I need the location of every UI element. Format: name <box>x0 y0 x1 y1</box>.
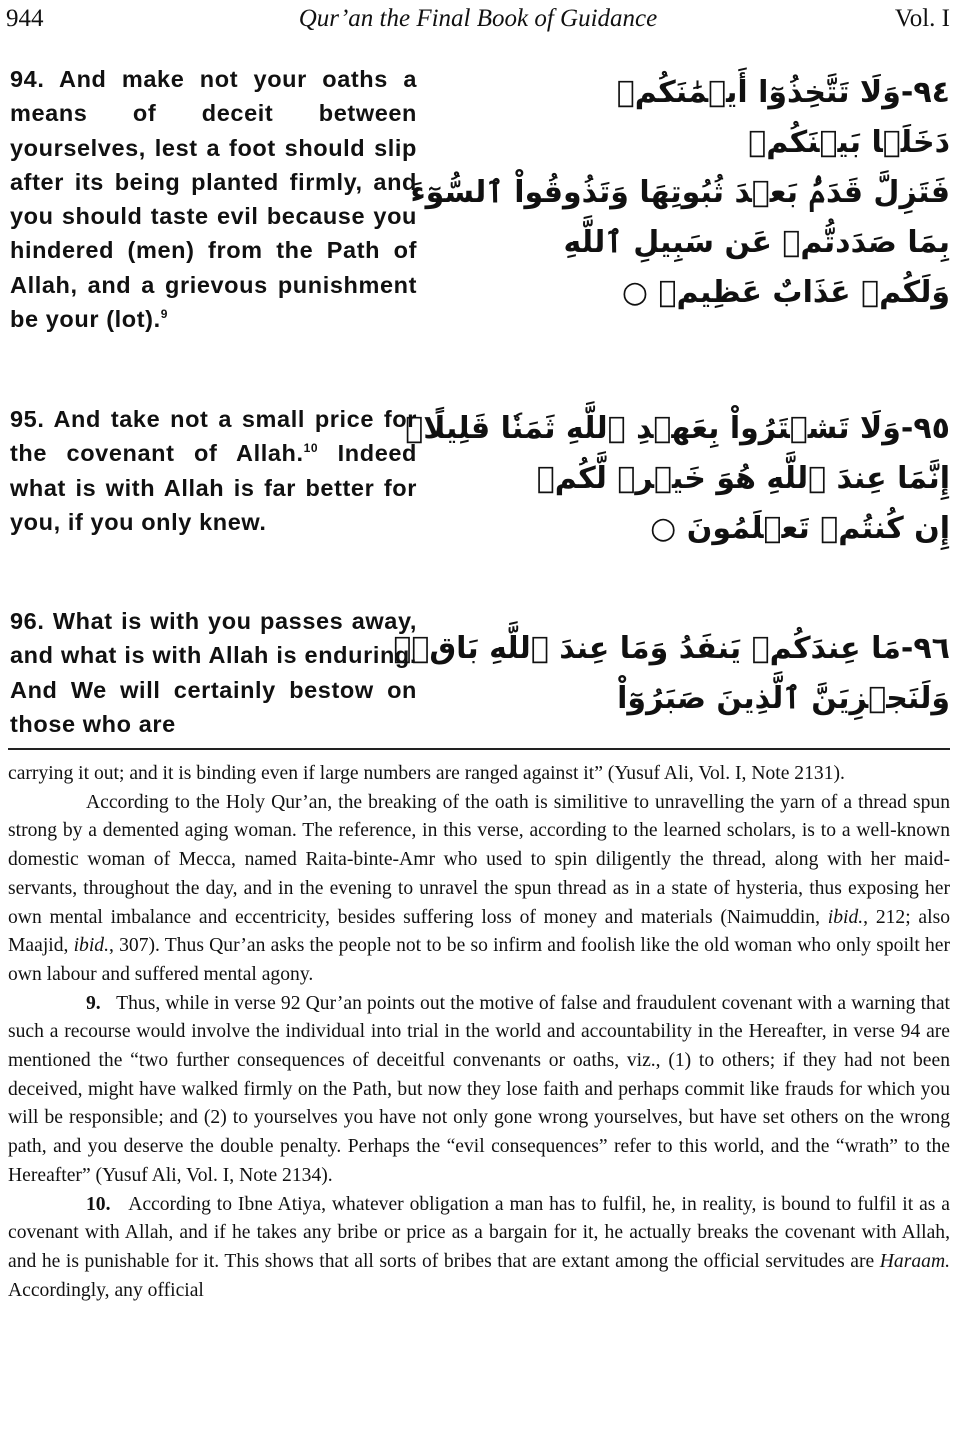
footnote-9-number: 9. <box>86 992 101 1014</box>
verse-94-arabic <box>410 68 950 318</box>
arabic-line: ٩٦-مَا عِندَكُمۡ يَنفَدُ وَمَا عِندَ ٱللَّهِ بَاقٖۗ <box>393 631 950 666</box>
verse-94-text: 94. And make not your oaths a means of deceit between yourselves, lest a foot should slip after its being planted firmly, and you should taste evil because you hindered (men) from the Path of Allah, and a grievous punishment be your (lot). <box>10 66 417 333</box>
arabic-line: وَلَكُمۡ عَذَابٌ عَظِيمٞ ○ <box>621 275 950 310</box>
verse-95-arabic <box>405 404 950 554</box>
note-continuation: carrying it out; and it is binding even if large numbers are ranged against it” (Yusuf Ali, Vol. I, Note 2131). <box>8 763 845 784</box>
verse-94-english <box>10 62 417 336</box>
arabic-line: وَلَنَجۡزِيَنَّ ٱلَّذِينَ صَبَرُوٓاْ <box>617 681 950 716</box>
arabic-line: ٩٥-وَلَا تَشۡتَرُواْ بِعَهۡدِ ٱللَّهِ ثَمَنٗا قَلِيلًاۚ <box>405 411 950 446</box>
arabic-line: إِنَّمَا عِندَ ٱللَّهِ هُوَ خَيۡرٞ لَّكُمۡ <box>536 461 950 496</box>
footnote-10: 10. According to Ibne Atiya, whatever obligation a man has to fulfil, he, in reality, is bound to fulfil it as a covenant with Allah, and if he takes any bribe or price as a bargain for it, he actually breaks the covenant with Allah, and he is punishable for it. This shows that all sorts of bribes that are extant among the official servitudes are Haraam. Accordingly, any official <box>8 1193 950 1301</box>
verse-95-english: 95. And take not a small price for the covenant of Allah.$^{10}$ Indeed what is with Allah is far better for you, if you only knew. <box>10 406 418 535</box>
page-number: 944 <box>6 5 44 32</box>
arabic-line: إِن كُنتُمۡ تَعۡلَمُونَ ○ <box>650 511 950 546</box>
verse-96-english <box>10 604 417 741</box>
verse-96-text: 96. What is with you passes away, and what is with Allah is enduring. And We will certainly bestow on those who are <box>10 608 417 737</box>
footnote-ref-9[interactable]: 9 <box>160 307 168 322</box>
verse-95-text: 95. And take not a small price for the covenant of Allah. <box>10 406 417 467</box>
verse-96-arabic <box>393 624 950 724</box>
book-title: Qur’an the Final Book of Guidance <box>298 5 658 32</box>
note-paragraph: According to the Holy Qur’an, the breaking of the oath is similitive to unravelling the yarn of a thread spun strong by a demented aging woman. The reference, in this verse, according to the learned scholars, is to a well-known domestic woman of Mecca, named Raita-binte-Amr who used to spin diligently the thread, along with her maid-servants, throughout the day, and in the evening to unravel the spun thread as in a state of hysteria, thus exposing her own mental imbalance and eccentricity, besides suffering loss of money and materials (Naimuddin, ibid., 212; also Maajid, ibid., 307). Thus Qur’an asks the people not to be so infirm and foolish like the old woman who only spoilt her own labour and suffered mental agony. <box>8 791 950 985</box>
footnotes <box>8 760 950 1305</box>
arabic-line: فَتَزِلَّ قَدَمُۢ بَعۡدَ ثُبُوتِهَا وَتَذُوقُواْ ٱلسُّوٓءَ <box>410 175 950 210</box>
footnote-10-number: 10. <box>86 1193 111 1215</box>
arabic-line: ٩٤-وَلَا تَتَّخِذُوٓا أَيۡمَٰنَكُمۡ <box>616 75 950 110</box>
page-header <box>6 2 950 36</box>
arabic-line: بِمَا صَدَدتُّمۡ عَن سَبِيلِ ٱللَّهِ <box>563 225 950 260</box>
footnote-divider <box>8 748 950 750</box>
footnote-9: 9. Thus, while in verse 92 Qur’an points out the motive of false and fraudulent covenant with a warning that such a recourse would involve the individual into trial in the world and accountability in the Hereafter, in verse 94 are mentioned the “two further consequences of deceitful convenants or oaths, viz., (1) to others; if they had not been deceived, might have walked firmly on the Path, but now they lose faith and perhaps commit like frauds for which you will be responsible; and (2) to yourselves you have not only gone wrong yourselves, but have set others on the wrong path, and you deserve the double penalty. Perhaps the “evil consequences” refer to this world, and the “wrath” to the Hereafter” (Yusuf Ali, Vol. I, Note 2134). <box>8 992 950 1186</box>
arabic-line: دَخَلَۢا بَيۡنَكُمۡ <box>748 125 950 160</box>
volume-label: Vol. I <box>894 5 950 32</box>
footnote-ref-10[interactable]: 10 <box>303 441 319 456</box>
